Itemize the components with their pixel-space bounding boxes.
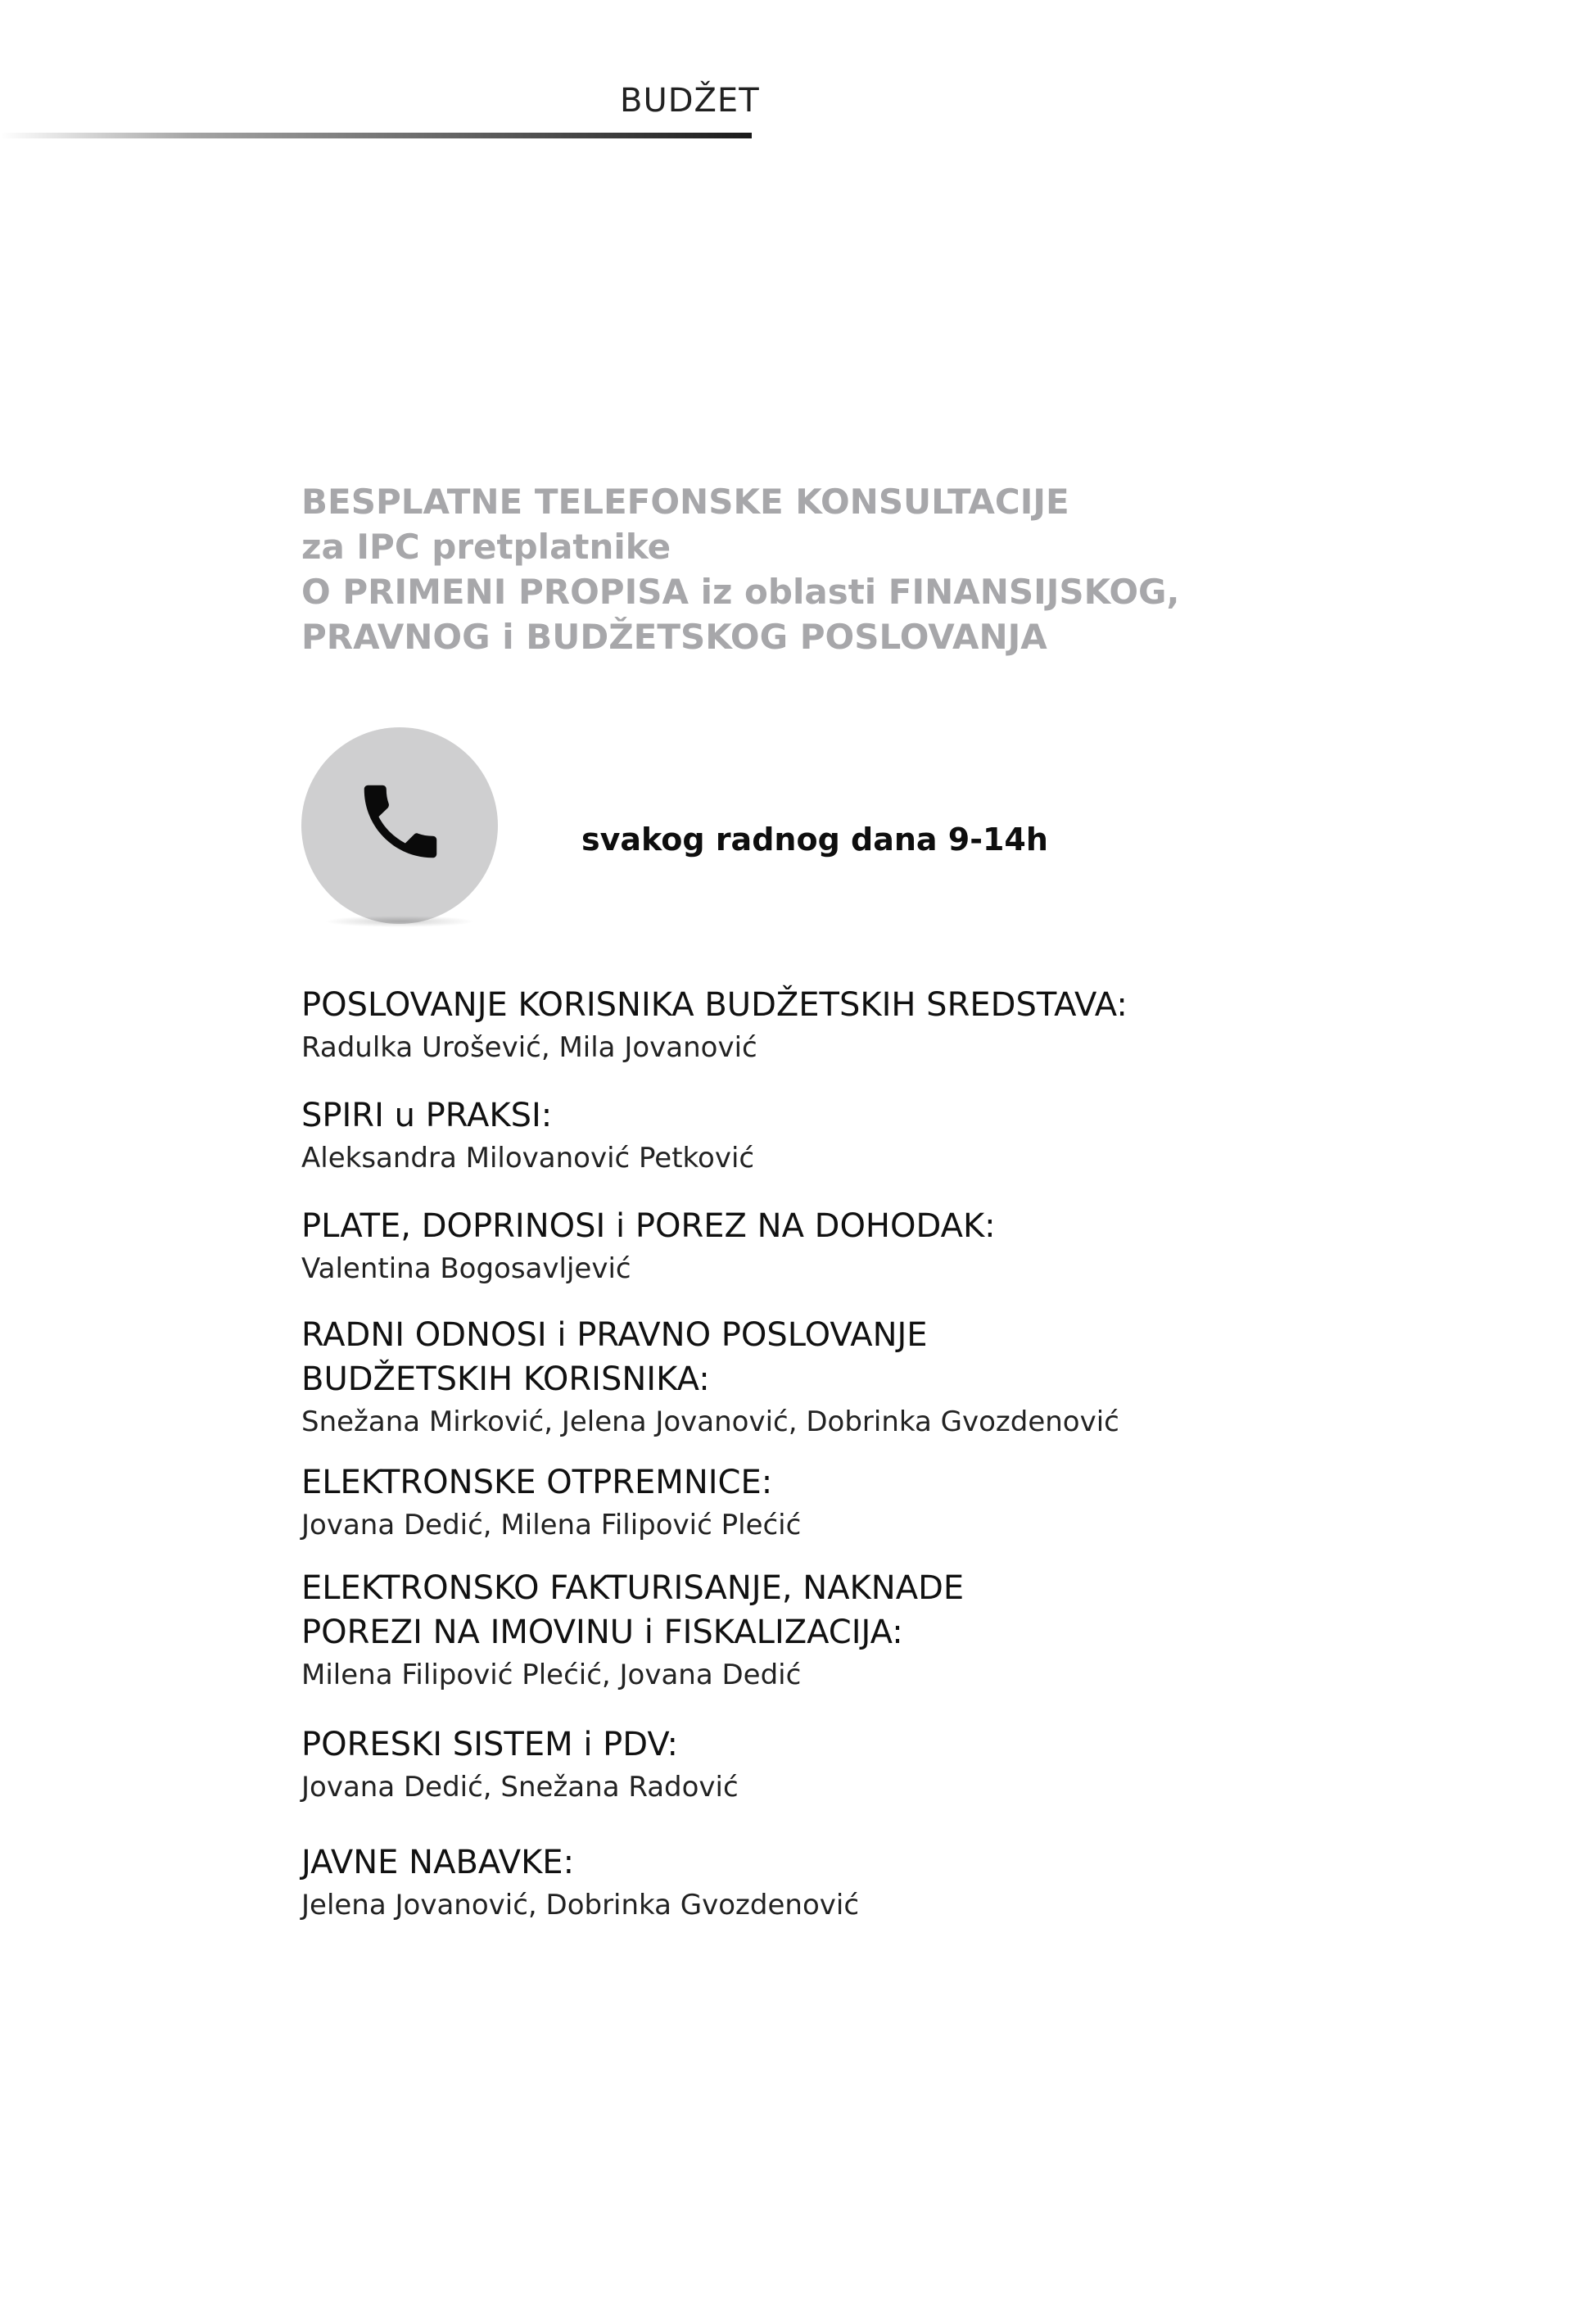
section-public-procurement	[301, 1840, 859, 1926]
consultant-names: Radulka Urošević, Mila Jovanović	[301, 1031, 757, 1064]
section-heading: PLATE, DOPRINOSI i POREZ NA DOHODAK:	[301, 1207, 996, 1245]
phone-icon	[352, 773, 449, 870]
section-spiri	[301, 1093, 754, 1179]
phone-badge	[301, 727, 498, 924]
section-heading: POREZI NA IMOVINU i FISKALIZACIJA:	[301, 1614, 903, 1651]
running-header-title: BUDŽET	[620, 82, 760, 120]
consultant-names: Milena Filipović Plećić, Jovana Dedić	[301, 1659, 802, 1691]
section-e-invoicing	[301, 1566, 964, 1695]
promo-line: PRAVNOG i BUDŽETSKOG POSLOVANJA	[301, 617, 1047, 657]
section-heading: RADNI ODNOSI i PRAVNO POSLOVANJE	[301, 1316, 928, 1354]
promo-block	[301, 479, 1179, 659]
section-budget-users	[301, 983, 1128, 1068]
section-heading: POSLOVANJE KORISNIKA BUDŽETSKIH SREDSTAVA:	[301, 986, 1128, 1024]
section-heading: BUDŽETSKIH KORISNIKA:	[301, 1360, 710, 1398]
section-heading: PORESKI SISTEM i PDV:	[301, 1726, 678, 1763]
section-e-delivery-notes	[301, 1460, 801, 1546]
consultant-names: Aleksandra Milovanović Petković	[301, 1142, 755, 1175]
promo-line: za IPC pretplatnike	[301, 527, 671, 567]
phone-badge-shadow	[324, 916, 475, 927]
section-labor-legal	[301, 1313, 1119, 1442]
section-heading: SPIRI u PRAKSI:	[301, 1097, 553, 1134]
promo-line: O PRIMENI PROPISA iz oblasti FINANSIJSKOG,	[301, 572, 1180, 612]
section-heading: JAVNE NABAVKE:	[301, 1844, 575, 1881]
consultation-hours: svakog radnog dana 9-14h	[581, 822, 1048, 858]
section-heading: ELEKTRONSKE OTPREMNICE:	[301, 1464, 773, 1501]
section-tax-vat	[301, 1722, 739, 1808]
consultant-names: Jovana Dedić, Snežana Radović	[301, 1771, 739, 1804]
section-salaries	[301, 1204, 996, 1289]
consultant-names: Jovana Dedić, Milena Filipović Plećić	[301, 1509, 802, 1541]
consultant-names: Valentina Bogosavljević	[301, 1252, 631, 1285]
consultant-names: Jelena Jovanović, Dobrinka Gvozdenović	[301, 1889, 860, 1921]
consultant-names: Snežana Mirković, Jelena Jovanović, Dobrinka Gvozdenović	[301, 1405, 1119, 1438]
section-heading: ELEKTRONSKO FAKTURISANJE, NAKNADE	[301, 1569, 965, 1607]
promo-line: BESPLATNE TELEFONSKE KONSULTACIJE	[301, 482, 1069, 522]
header-rule	[0, 133, 752, 138]
